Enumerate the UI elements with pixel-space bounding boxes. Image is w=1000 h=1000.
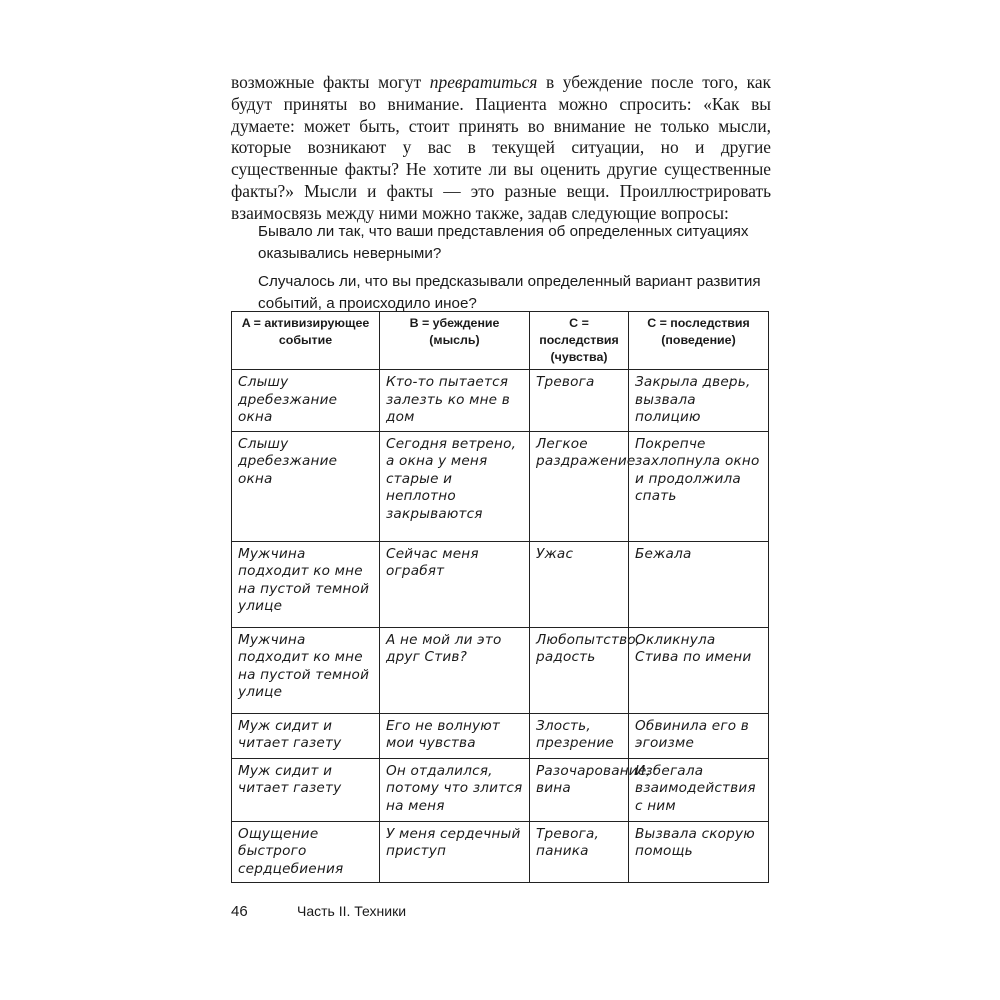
cell-event: Муж сидит и читает газету [232,713,380,758]
table-row [232,370,769,432]
table-row [232,758,769,821]
cell-feeling: Тревога, паника [530,821,629,883]
cell-feeling: Легкое раздражение [530,431,629,541]
cell-behavior: Бежала [629,541,769,627]
body-text-rest: в убеждение после того, как будут приняты во внимание. Пациента можно спросить: «Как вы думаете: может быть, стоит принять во внимание не только мысли, которые возникают у вас в текущей ситуации, но и другие существенные факты? Не хотите ли вы оценить другие существенные факты?» Мысли и факты — это разные вещи. Проиллюстрировать взаимосвязь между ними можно также, задав следующие вопросы: [231,72,771,223]
question-1: Бывало ли так, что ваши представления об определенных ситуациях оказывались неверными? [258,223,749,262]
cell-feeling: Злость, презрение [530,713,629,758]
cell-behavior: Избегала взаимодействия с ним [629,758,769,821]
cell-event: Ощущение быстрого сердцебиения [232,821,380,883]
header-consequence-behavior: C = последствия (поведение) [629,312,769,370]
cell-event: Мужчина подходит ко мне на пустой темной улице [232,541,380,627]
cell-belief: Он отдалился, потому что злится на меня [380,758,530,821]
header-belief: B = убеждение (мысль) [380,312,530,370]
question-list [258,221,774,321]
running-head: Часть II. Техники [297,903,407,919]
cell-belief: Его не волнуют мои чувства [380,713,530,758]
header-consequence-feelings: C = последствия (чувства) [530,312,629,370]
cell-behavior: Обвинила его в эгоизме [629,713,769,758]
cell-feeling: Тревога [530,370,629,432]
cell-belief: Сейчас меня ограбят [380,541,530,627]
cell-belief: У меня сердечный приступ [380,821,530,883]
cell-event: Слышу дребезжание окна [232,431,380,541]
cell-belief: Сегодня ветрено, а окна у меня старые и неплотно закрываются [380,431,530,541]
table-row [232,713,769,758]
table-header-row [232,312,769,370]
cell-belief: Кто-то пытается залезть ко мне в дом [380,370,530,432]
cell-event: Слышу дребезжание окна [232,370,380,432]
abc-table [231,311,769,883]
cell-behavior: Закрыла дверь, вызвала полицию [629,370,769,432]
cell-behavior: Вызвала скорую помощь [629,821,769,883]
body-emphasis: превратиться [429,72,538,92]
cell-event: Муж сидит и читает газету [232,758,380,821]
table-row [232,431,769,541]
body-text-start: возможные факты могут [231,72,430,92]
table-row [232,627,769,713]
question-2: Случалось ли, что вы предсказывали определенный вариант развития событий, а происходило иное? [258,273,761,312]
table-row [232,541,769,627]
page-number: 46 [231,903,248,920]
cell-behavior: Окликнула Стива по имени [629,627,769,713]
cell-feeling: Разочарование, вина [530,758,629,821]
cell-event: Мужчина подходит ко мне на пустой темной улице [232,627,380,713]
cell-feeling: Любопытство, радость [530,627,629,713]
header-activating-event: A = активизирующее событие [232,312,380,370]
cell-belief: А не мой ли это друг Стив? [380,627,530,713]
body-paragraph [231,72,771,225]
cell-behavior: Покрепче захлопнула окно и продолжила спать [629,431,769,541]
table-row [232,821,769,883]
cell-feeling: Ужас [530,541,629,627]
